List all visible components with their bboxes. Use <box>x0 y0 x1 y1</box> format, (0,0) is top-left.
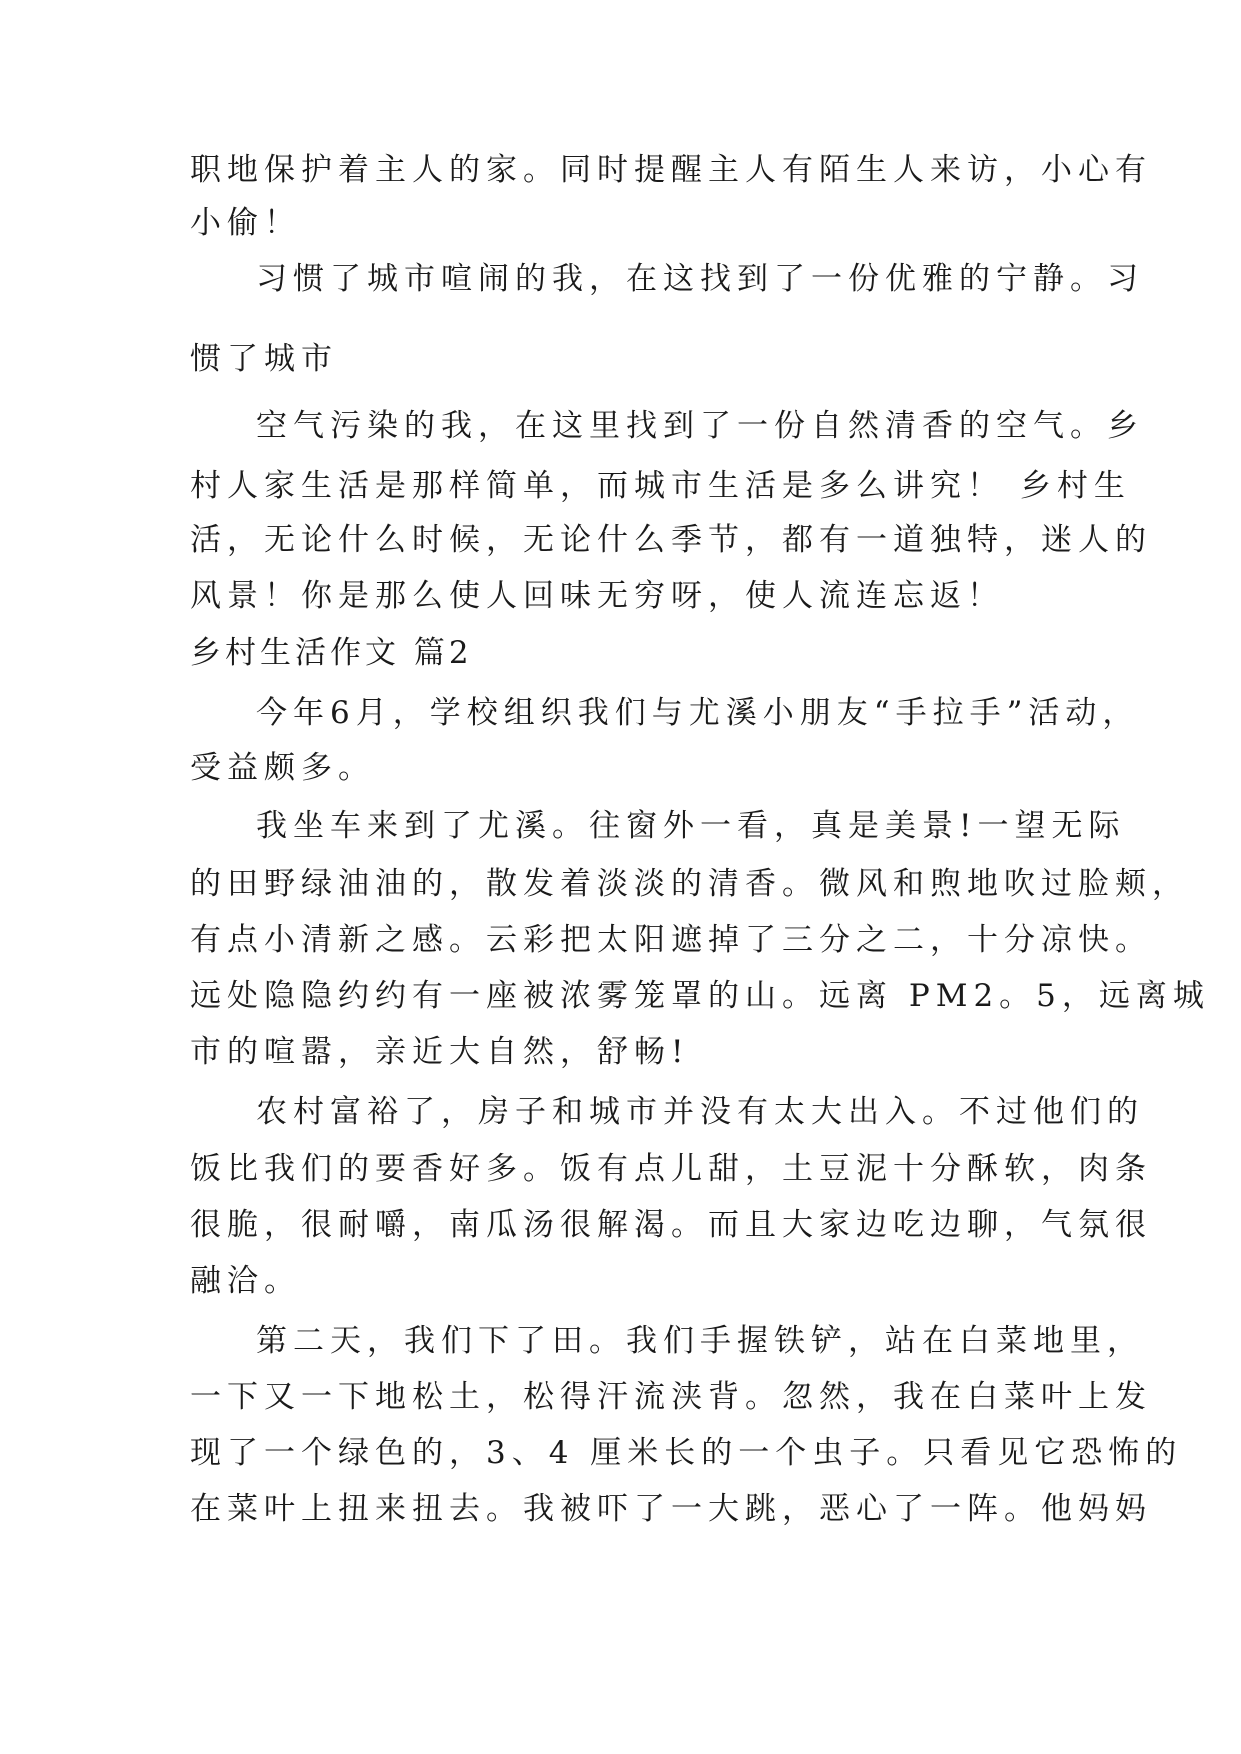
text-line: 小偷！ <box>190 205 301 241</box>
text-line: 很脆，很耐嚼，南瓜汤很解渴。而且大家边吃边聊，气氛很 <box>190 1207 1152 1243</box>
paragraph-start: 空气污染的我，在这里找到了一份自然清香的空气。乡 <box>256 408 1144 444</box>
paragraph-start: 我坐车来到了尤溪。往窗外一看，真是美景!一望无际 <box>256 808 1126 844</box>
text-line: 融洽。 <box>190 1263 301 1299</box>
text-line: 受益颇多。 <box>190 750 375 786</box>
text-line: 村人家生活是那样简单，而城市生活是多么讲究！ 乡村生 <box>190 468 1131 504</box>
text-line: 惯了城市 <box>190 341 338 377</box>
text-line: 市的喧嚣，亲近大自然，舒畅! <box>190 1034 690 1070</box>
paragraph-start: 今年6月，学校组织我们与尤溪小朋友“手拉手”活动， <box>256 695 1140 731</box>
text-line: 的田野绿油油的，散发着淡淡的清香。微风和煦地吹过脸颊， <box>190 866 1189 902</box>
section-heading: 乡村生活作文 篇2 <box>190 635 473 671</box>
text-line: 风景！你是那么使人回味无穷呀，使人流连忘返！ <box>190 578 1004 614</box>
paragraph-start: 习惯了城市喧闹的我，在这找到了一份优雅的宁静。习 <box>256 261 1144 297</box>
paragraph-start: 第二天，我们下了田。我们手握铁铲，站在白菜地里， <box>256 1323 1144 1359</box>
paragraph-start: 农村富裕了，房子和城市并没有太大出入。不过他们的 <box>256 1094 1144 1130</box>
text-line: 活，无论什么时候，无论什么季节，都有一道独特，迷人的 <box>190 522 1152 558</box>
text-line: 现了一个绿色的，3、4 厘米长的一个虫子。只看见它恐怖的 <box>190 1435 1183 1471</box>
text-line: 职地保护着主人的家。同时提醒主人有陌生人来访，小心有 <box>190 152 1152 188</box>
text-line: 在菜叶上扭来扭去。我被吓了一大跳，恶心了一阵。他妈妈 <box>190 1491 1152 1527</box>
text-line: 一下又一下地松土，松得汗流浃背。忽然，我在白菜叶上发 <box>190 1379 1152 1415</box>
text-line: 有点小清新之感。云彩把太阳遮掉了三分之二，十分凉快。 <box>190 922 1152 958</box>
text-line: 饭比我们的要香好多。饭有点儿甜，土豆泥十分酥软，肉条 <box>190 1151 1152 1187</box>
text-line: 远处隐隐约约有一座被浓雾笼罩的山。远离 PM2。5，远离城 <box>190 978 1210 1014</box>
